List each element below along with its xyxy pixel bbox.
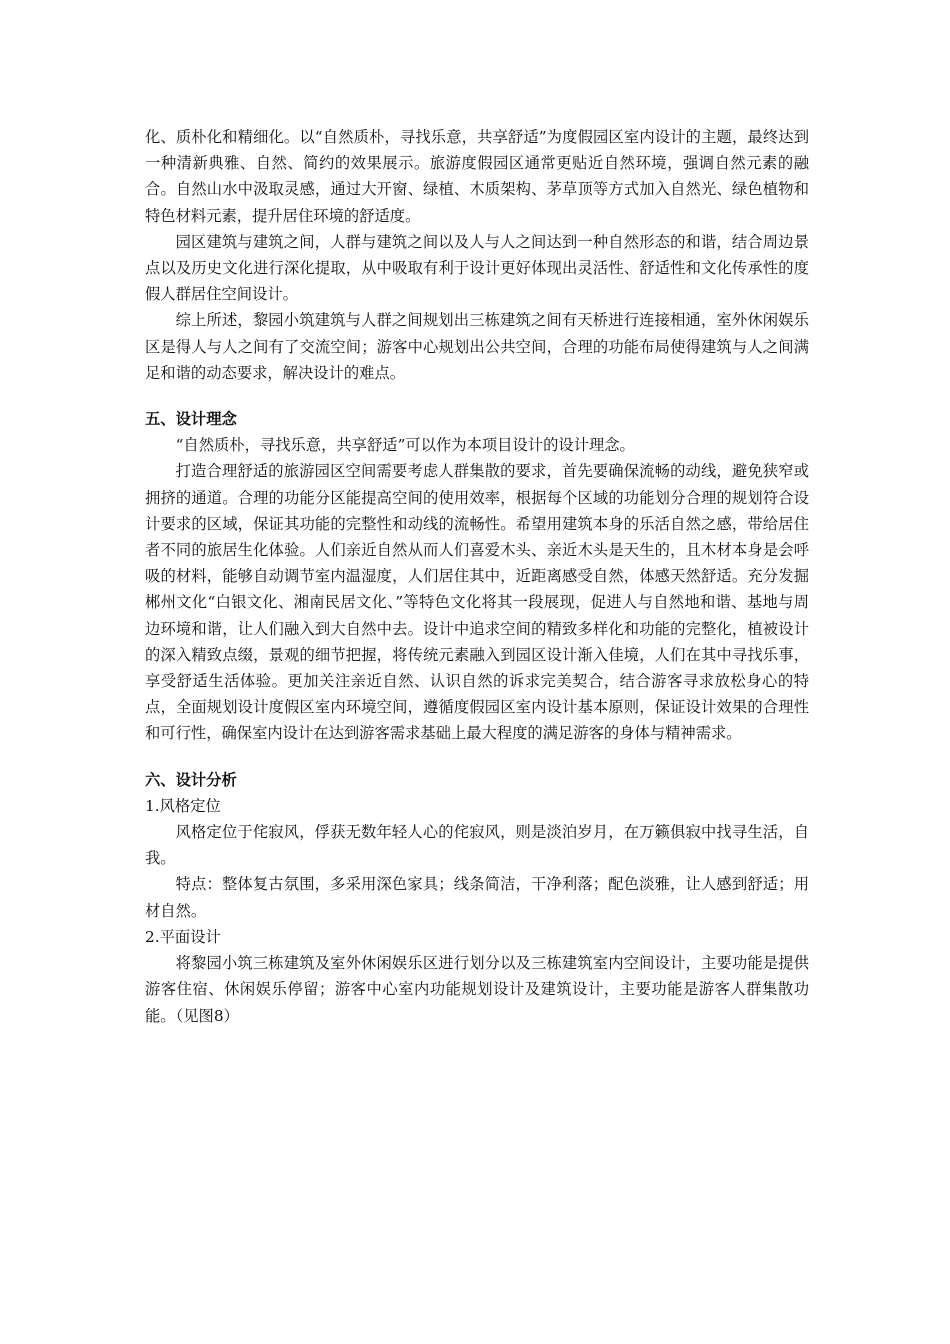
section-heading-design-analysis: 六、设计分析 [145, 770, 237, 789]
paragraph-style-wabi-sabi: 风格定位于侘寂风，俘获无数年轻人心的侘寂风，则是淡泊岁月，在万籁俱寂中找寻生活，自我。 [145, 823, 809, 868]
paragraph-design-theme: 化、质朴化和精细化。以“自然质朴，寻找乐意，共享舒适”为度假园区室内设计的主题，最终达到一种清新典雅、自然、简约的效果展示。旅游度假园区通常更贴近自然环境，强调自然元素的融合。自然山水中汲取灵感，通过大开窗、绿植、木质架构、茅草顶等方式加入自然光、绿色植物和特色材料元素，提升居住环境的舒适度。 [145, 128, 809, 225]
subheading-style-positioning: 1.风格定位 [145, 796, 221, 815]
paragraph-concept-detail: 打造合理舒适的旅游园区空间需要考虑人群集散的要求，首先要确保流畅的动线，避免狭窄或拥挤的通道。合理的功能分区能提高空间的使用效率，根据每个区域的功能划分合理的规划符合设计要求的区域，保证其功能的完整性和动线的流畅性。希望用建筑本身的乐活自然之感，带给居住者不同的旅居生化体验。人们亲近自然从而人们喜爱木头、亲近木头是天生的，且木材本身是会呼吸的材料，能够自动调节室内温湿度，人们居住其中，近距离感受自然，体感天然舒适。充分发掘郴州文化“白银文化、湘南民居文化、”等特色文化将其一段展现，促进人与自然地和谐、基地与周边环境和谐，让人们融入到大自然中去。设计中追求空间的精致多样化和功能的完整化，植被设计的深入精致点缀，景观的细节把握，将传统元素融入到园区设计渐入佳境，人们在其中寻找乐事，享受舒适生活体验。更加关注亲近自然、认识自然的诉求完美契合，结合游客寻求放松身心的特点，全面规划设计度假区室内环境空间，遵循度假园区室内设计基本原则，保证设计效果的合理性和可行性，确保室内设计在达到游客需求基础上最大程度的满足游客的身体与精神需求。 [145, 462, 809, 743]
paragraph-concept-statement: “自然质朴，寻找乐意，共享舒适”可以作为本项目设计的设计理念。 [175, 436, 635, 455]
paragraph-harmony: 园区建筑与建筑之间，人群与建筑之间以及人与人之间达到一种自然形态的和谐，结合周边景点以及历史文化进行深化提取，从中吸取有利于设计更好体现出灵活性、舒适性和文化传承性的度假人群居住空间设计。 [145, 232, 809, 304]
paragraph-style-features: 特点：整体复古氛围，多采用深色家具；线条简洁，干净利落；配色淡雅，让人感到舒适；用材自然。 [145, 875, 809, 920]
section-gap [145, 747, 809, 767]
section-gap [145, 386, 809, 406]
document-page [145, 124, 809, 1029]
section-heading-design-concept: 五、设计理念 [145, 410, 237, 429]
paragraph-summary: 综上所述，黎园小筑建筑与人群之间规划出三栋建筑之间有天桥进行连接相通，室外休闲娱乐区是得人与人之间有了交流空间；游客中心规划出公共空间，合理的功能布局使得建筑与人之间满足和谐的动态要求，解决设计的难点。 [145, 311, 809, 382]
subheading-plan-design: 2.平面设计 [145, 927, 221, 946]
paragraph-plan-design: 将黎园小筑三栋建筑及室外休闲娱乐区进行划分以及三栋建筑室内空间设计，主要功能是提供游客住宿、休闲娱乐停留；游客中心室内功能规划设计及建筑设计，主要功能是游客人群集散功能。（见图8） [145, 954, 809, 1025]
